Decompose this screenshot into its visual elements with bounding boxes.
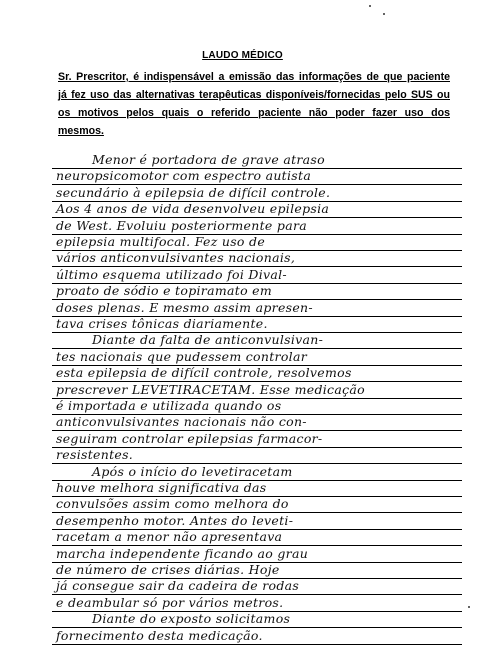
handwritten-line-text: doses plenas. E mesmo assim apresen- <box>56 299 313 315</box>
handwritten-line-text: é importada e utilizada quando os <box>56 398 282 413</box>
handwritten-line-text: Diante da falta de anticonvulsivan- <box>92 332 324 348</box>
handwritten-line-text: houve melhora significativa das <box>56 480 267 495</box>
handwritten-line-text: esta epilepsia de difícil controle, resolvemos <box>56 365 352 381</box>
handwritten-line-text: já consegue sair da cadeira de rodas <box>56 578 300 594</box>
handwritten-line <box>52 381 462 399</box>
handwritten-line-text: Menor é portadora de grave atraso <box>92 152 325 167</box>
handwritten-line <box>52 266 462 284</box>
handwritten-line-text: e deambular só por vários metros. <box>56 594 284 610</box>
handwritten-line <box>52 561 462 579</box>
handwritten-line-text: Após o início do levetiracetam <box>92 463 293 479</box>
handwritten-line-text: de West. Evoluiu posteriormente para <box>56 217 307 233</box>
handwritten-line <box>52 397 462 415</box>
handwritten-line <box>52 446 462 464</box>
handwritten-line-text: de número de crises diárias. Hoje <box>56 562 280 577</box>
handwritten-line <box>52 167 462 185</box>
scan-speck <box>383 13 385 15</box>
prescriber-instructions: Sr. Prescritor, é indispensável a emissão das informações de que paciente já fez uso das alternativas terapêuticas disponíveis/fornecidas pelo SUS ou os motivos pelos quais o referido paciente não poder fazer uso dos mesmos. <box>58 71 450 137</box>
handwritten-line-text: fornecimento desta medicação. <box>56 627 263 643</box>
handwritten-line-text: neuropsicomotor com espectro autista <box>56 168 312 184</box>
handwritten-line-text: anticonvulsivantes nacionais não con- <box>56 414 307 430</box>
handwritten-line <box>52 495 462 513</box>
handwritten-line-text: Diante do exposto solicitamos <box>92 611 291 627</box>
handwritten-line <box>52 200 462 218</box>
handwritten-line-text: tava crises tônicas diariamente. <box>56 316 268 331</box>
handwritten-line <box>52 315 462 333</box>
handwritten-line-text: epilepsia multifocal. Fez uso de <box>56 234 266 249</box>
handwritten-line <box>52 282 462 300</box>
handwritten-line <box>52 512 462 530</box>
handwritten-line <box>52 463 462 481</box>
handwritten-line-text: seguiram controlar epilepsias farmacor- <box>56 430 323 446</box>
handwritten-line <box>52 413 462 431</box>
handwritten-line <box>52 299 462 317</box>
handwritten-line <box>52 577 462 595</box>
handwritten-line <box>52 610 462 628</box>
handwritten-line-text: proato de sódio e topiramato em <box>56 283 273 299</box>
handwritten-line <box>52 184 462 202</box>
handwritten-line <box>52 331 462 349</box>
handwritten-line <box>52 364 462 382</box>
handwritten-line <box>52 233 462 251</box>
handwritten-line <box>52 627 462 645</box>
handwritten-line <box>52 151 462 169</box>
handwritten-line <box>52 430 462 448</box>
scan-speck <box>369 5 371 7</box>
handwritten-line-text: último esquema utilizado foi Dival- <box>56 266 287 282</box>
handwritten-line <box>52 348 462 366</box>
handwritten-line <box>52 249 462 267</box>
handwritten-line <box>52 217 462 235</box>
handwritten-line-text: Aos 4 anos de vida desenvolveu epilepsia <box>56 201 330 217</box>
scan-speck <box>468 606 470 608</box>
handwritten-line-text: secundário à epilepsia de difícil controle. <box>56 184 331 200</box>
handwritten-line-text: convulsões assim como melhora do <box>56 496 289 512</box>
handwritten-line <box>52 528 462 546</box>
handwritten-line <box>52 594 462 612</box>
handwritten-line-text: desempenho motor. Antes do leveti- <box>56 512 294 528</box>
handwritten-line-text: tes nacionais que pudessem controlar <box>56 348 307 364</box>
handwritten-line-text: prescrever LEVETIRACETAM. Esse medicação <box>56 381 365 397</box>
handwritten-line <box>52 479 462 497</box>
handwritten-line-text: marcha independente ficando ao grau <box>56 545 309 561</box>
document-title: LAUDO MÉDICO <box>202 50 283 61</box>
handwritten-line-text: racetam a menor não apresentava <box>56 529 283 545</box>
handwritten-line-text: resistentes. <box>56 447 134 463</box>
handwritten-line-text: vários anticonvulsivantes nacionais, <box>56 250 296 266</box>
handwritten-line <box>52 545 462 563</box>
